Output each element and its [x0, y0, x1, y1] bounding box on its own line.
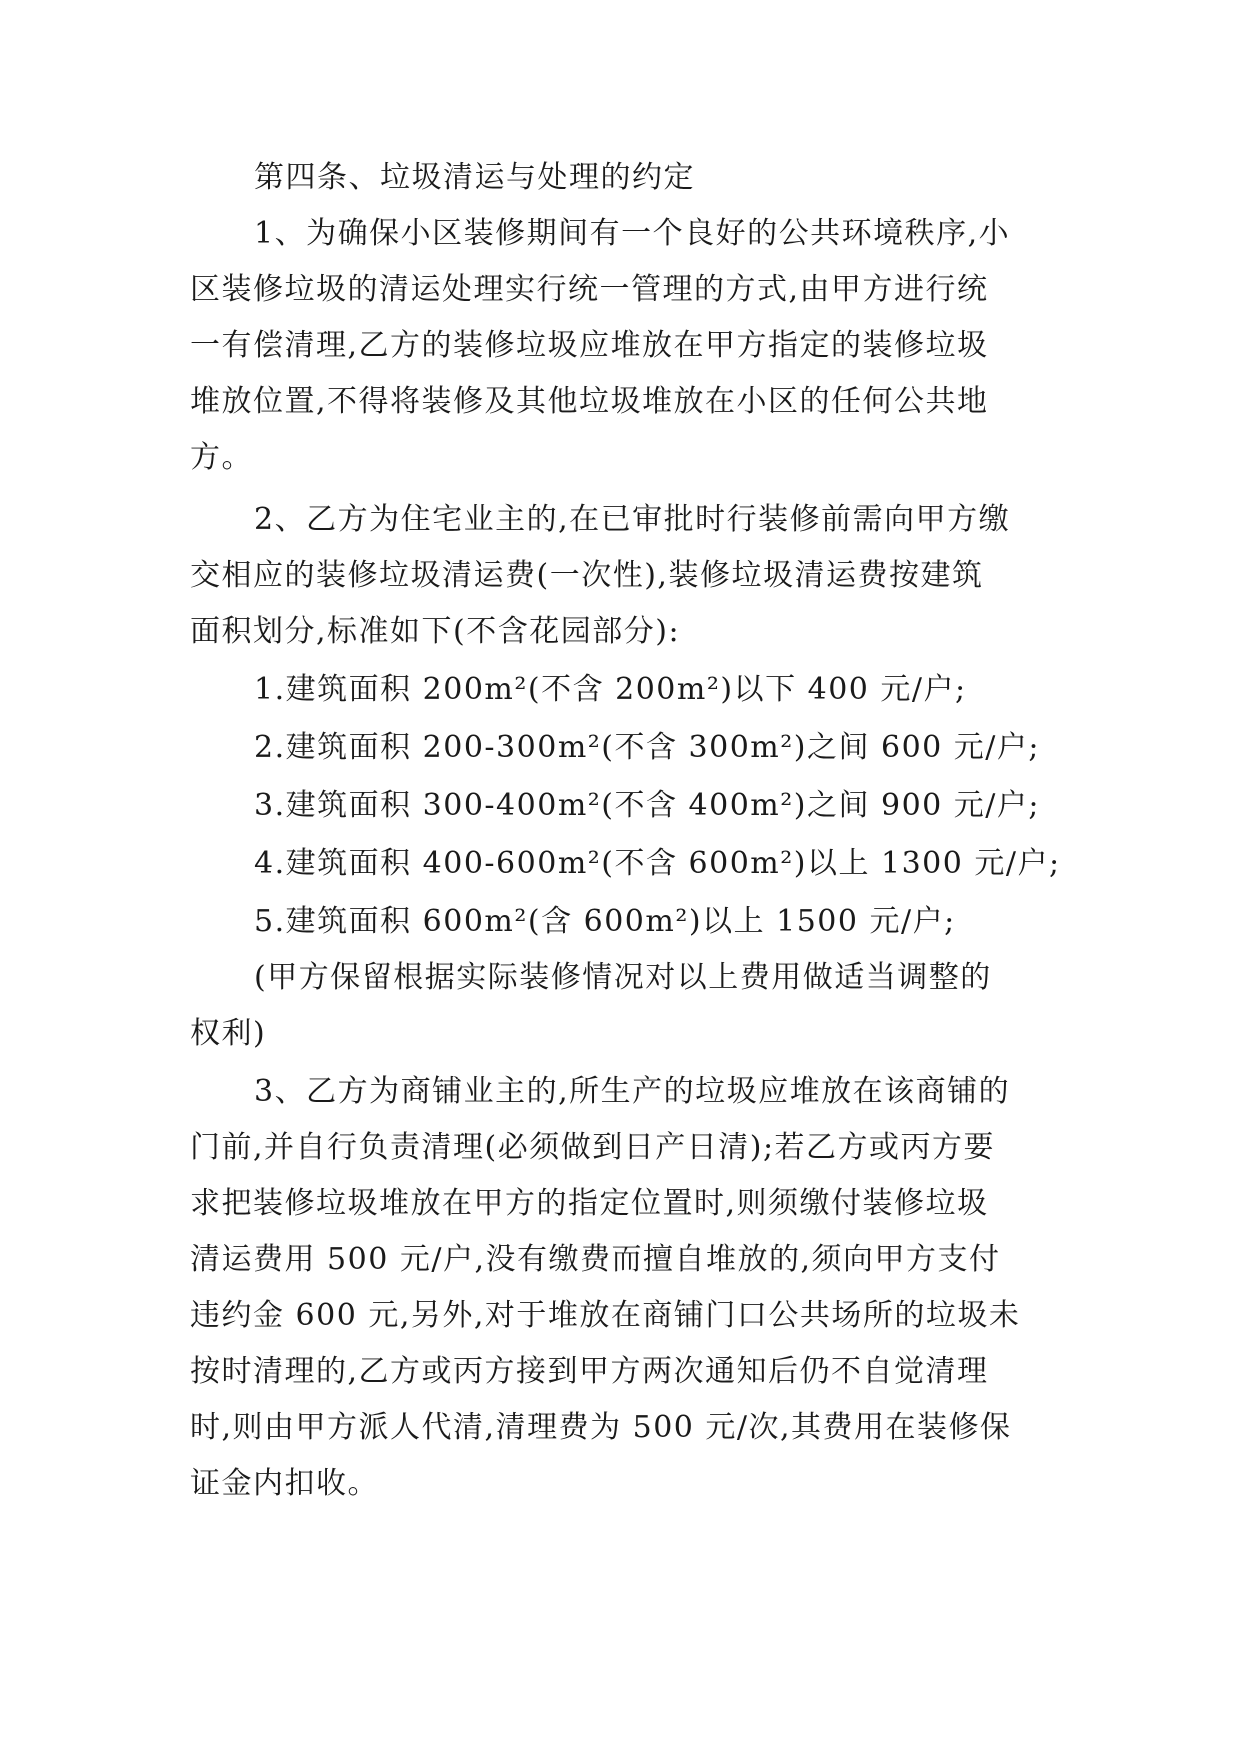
note-line: (甲方保留根据实际装修情况对以上费用做适当调整的 [254, 960, 992, 995]
paragraph-3-line: 证金内扣收。 [190, 1466, 379, 1501]
paragraph-3-line: 按时清理的,乙方或丙方接到甲方两次通知后仍不自觉清理 [190, 1354, 989, 1389]
paragraph-1-line: 方。 [190, 440, 253, 475]
fee-item: 3.建筑面积 300-400m²(不含 400m²)之间 900 元/户; [254, 788, 1041, 823]
section-heading: 第四条、垃圾清运与处理的约定 [254, 160, 695, 195]
paragraph-3-line: 违约金 600 元,另外,对于堆放在商铺门口公共场所的垃圾未 [190, 1298, 1021, 1333]
fee-item: 2.建筑面积 200-300m²(不含 300m²)之间 600 元/户; [254, 730, 1041, 765]
paragraph-2-line: 面积划分,标准如下(不含花园部分): [190, 614, 681, 649]
paragraph-3-line: 3、乙方为商铺业主的,所生产的垃圾应堆放在该商铺的 [254, 1074, 1011, 1109]
paragraph-2-line: 2、乙方为住宅业主的,在已审批时行装修前需向甲方缴 [254, 502, 1011, 537]
fee-item: 1.建筑面积 200m²(不含 200m²)以下 400 元/户; [254, 672, 967, 707]
paragraph-3-line: 求把装修垃圾堆放在甲方的指定位置时,则须缴付装修垃圾 [190, 1186, 989, 1221]
fee-item: 4.建筑面积 400-600m²(不含 600m²)以上 1300 元/户; [254, 846, 1061, 881]
paragraph-3-line: 门前,并自行负责清理(必须做到日产日清);若乙方或丙方要 [190, 1130, 996, 1165]
paragraph-3-line: 清运费用 500 元/户,没有缴费而擅自堆放的,须向甲方支付 [190, 1242, 1001, 1277]
paragraph-1-line: 堆放位置,不得将装修及其他垃圾堆放在小区的任何公共地 [190, 384, 989, 419]
paragraph-2-line: 交相应的装修垃圾清运费(一次性),装修垃圾清运费按建筑 [190, 558, 984, 593]
note-line: 权利) [190, 1016, 267, 1051]
fee-item: 5.建筑面积 600m²(含 600m²)以上 1500 元/户; [254, 904, 956, 939]
paragraph-3-line: 时,则由甲方派人代清,清理费为 500 元/次,其费用在装修保 [190, 1410, 1012, 1445]
paragraph-1-line: 1、为确保小区装修期间有一个良好的公共环境秩序,小 [254, 216, 1011, 251]
paragraph-1-line: 区装修垃圾的清运处理实行统一管理的方式,由甲方进行统 [190, 272, 989, 307]
paragraph-1-line: 一有偿清理,乙方的装修垃圾应堆放在甲方指定的装修垃圾 [190, 328, 989, 363]
